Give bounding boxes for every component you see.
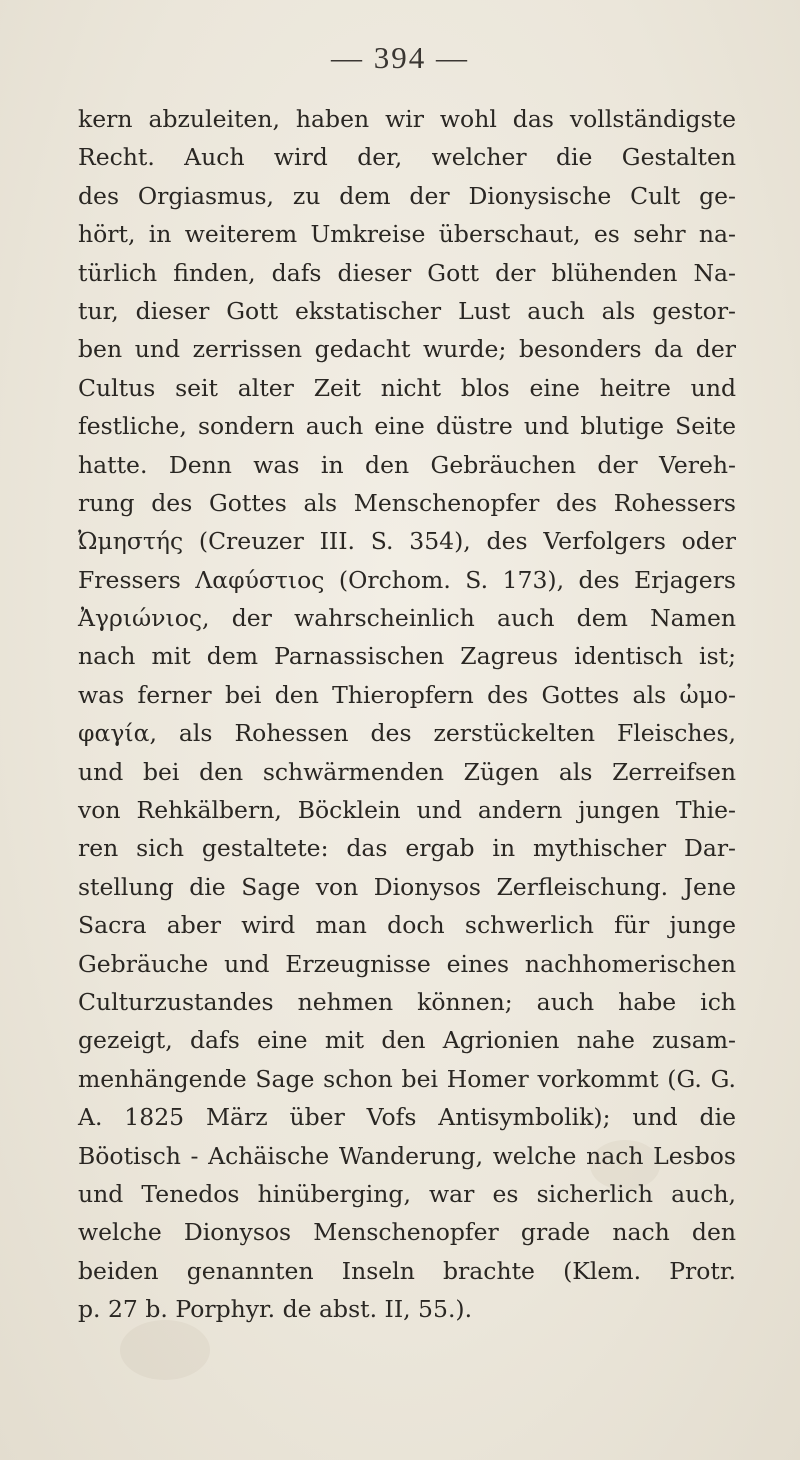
text-line: von Rehkälbern, Böcklein und andern jungen Thie- [78,796,736,825]
text-line: Sacra aber wird man doch schwerlich für junge [78,911,736,940]
text-line: menhängende Sage schon bei Homer vorkommt (G. G. [78,1064,736,1093]
text-line: Ἀγριώνιος, der wahrscheinlich auch dem Namen [78,604,736,633]
text-line: Gebräuche und Erzeugnisse eines nachhomerischen [78,949,736,978]
text-line: welche Dionysos Menschenopfer grade nach den [78,1218,736,1247]
text-line: gezeigt, dafs eine mit den Agrionien nahe zusam- [78,1026,736,1055]
text-line: kern abzuleiten, haben wir wohl das vollständigste [78,105,736,133]
text-line: nach mit dem Parnassischen Zagreus identisch ist; [78,642,736,671]
text-line: ben und zerrissen gedacht wurde; besonders da der [78,335,736,364]
text-line: Cultus seit alter Zeit nicht blos eine heitre und [78,373,736,402]
text-line: φαγία, als Rohessen des zerstückelten Fleisches, [78,719,736,748]
text-line: rung des Gottes als Menschenopfer des Rohessers [78,488,736,517]
text-line: tur, dieser Gott ekstatischer Lust auch als gestor- [78,296,736,325]
text-line: Recht. Auch wird der, welcher die Gestalten [78,143,736,172]
page-number: — 394 — [331,40,469,75]
paper-stain [120,1320,210,1380]
text-line: hatte. Denn was in den Gebräuchen der Vereh- [78,450,736,479]
text-line: und bei den schwärmenden Zügen als Zerreifsen [78,757,736,786]
text-line: A. 1825 März über Vofs Antisymbolik); und die [78,1103,736,1132]
text-line: des Orgiasmus, zu dem der Dionysische Cult ge- [78,181,736,210]
body-text [78,100,736,1329]
text-line: Culturzustandes nehmen können; auch habe ich [78,987,736,1016]
text-line: was ferner bei den Thieropfern des Gottes als ὠμο- [78,680,736,709]
text-line: und Tenedos hinüberging, war es sicherlich auch, [78,1179,736,1208]
text-line: Böotisch - Achäische Wanderung, welche nach Lesbos [78,1141,736,1170]
text-line: Fressers Λαφύστιος (Orchom. S. 173), des Erjagers [78,565,736,594]
text-line: ren sich gestaltete: das ergab in mythischer Dar- [78,834,736,863]
text-line: festliche, sondern auch eine düstre und blutige Seite [78,412,736,441]
text-line: türlich finden, dafs dieser Gott der blühenden Na- [78,258,736,287]
text-line: Ὠμηστής (Creuzer III. S. 354), des Verfolgers oder [78,527,736,556]
text-line: hört, in weiterem Umkreise überschaut, es sehr na- [78,220,736,249]
text-line: p. 27 b. Porphyr. de abst. II, 55.). [78,1295,473,1324]
text-line: stellung die Sage von Dionysos Zerfleischung. Jene [78,872,736,901]
text-line: beiden genannten Inseln brachte (Klem. Protr. [78,1256,736,1285]
